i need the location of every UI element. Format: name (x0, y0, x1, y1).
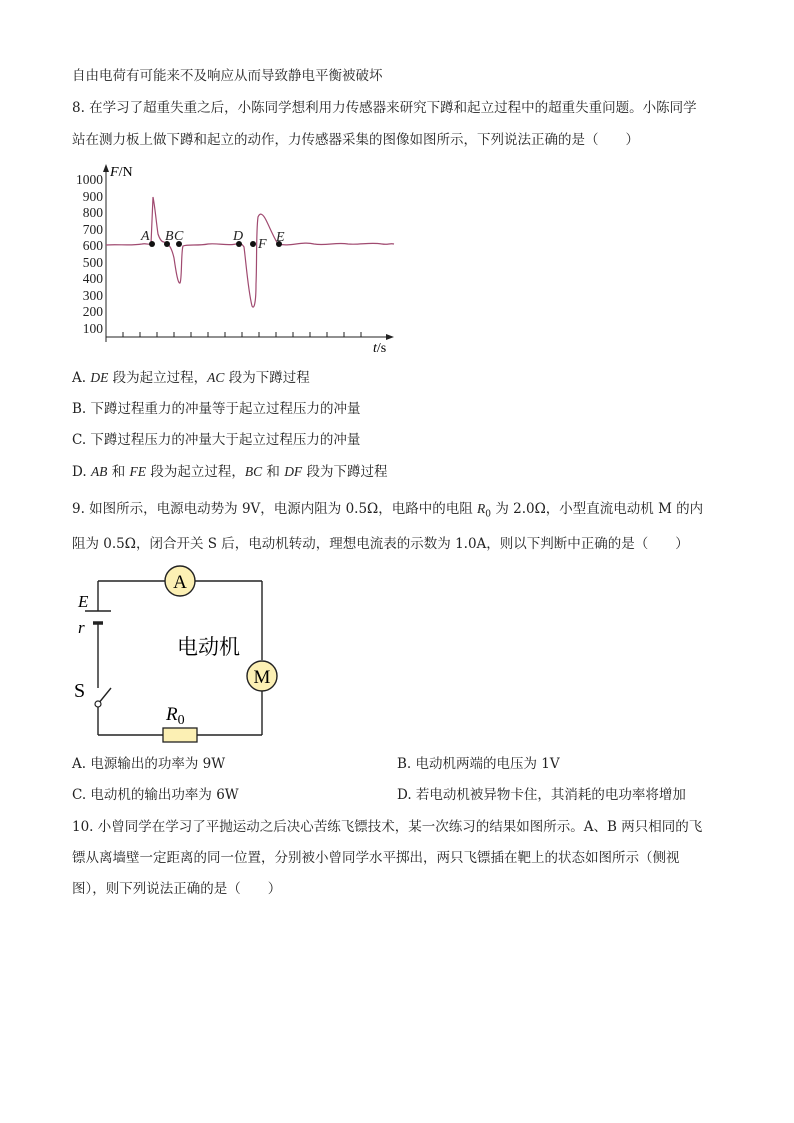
y-axis-label: F/N (110, 165, 133, 180)
switch (95, 688, 111, 707)
motor (247, 661, 277, 691)
point-A (149, 241, 155, 247)
resistor-label: $R_0$ (166, 704, 185, 728)
q9-stem-line2: 阻为 0.5Ω，闭合开关 S 后，电动机转动，理想电流表的示数为 1.0A，则以下判断中正确的是（ ） (72, 536, 689, 552)
y-tick-label: 1000 (76, 172, 103, 187)
y-tick-label: 300 (82, 288, 103, 303)
previous-answer-line: 自由电荷有可能来不及响应从而导致静电平衡被破坏 (72, 68, 383, 84)
q8-stem-line2: 站在测力板上做下蹲和起立的动作，力传感器采集的图像如图所示，下列说法正确的是（ ） (72, 132, 639, 148)
y-tick-label: 200 (82, 304, 103, 319)
svg-text:M: M (253, 667, 271, 688)
x-axis-label: t/s (373, 341, 387, 356)
q8-option-d: D. AB 和 FE 段为起立过程，BC 和 DF 段为下蹲过程 (72, 464, 388, 480)
force-time-graph (70, 162, 400, 358)
q8-option-a: A. DE 段为起立过程，AC 段为下蹲过程 (72, 370, 310, 386)
q9-option-a: A. 电源输出的功率为 9W (72, 756, 226, 772)
y-tick-label: 800 (82, 205, 103, 220)
q8-stem-line1: 8. 在学习了超重失重之后，小陈同学想利用力传感器来研究下蹲和起立过程中的超重失重问题。小陈同学 (72, 100, 697, 116)
q10-stem-line3: 图），则下列说法正确的是（ ） (72, 881, 282, 897)
force-curve (106, 197, 394, 307)
y-tick-label: 500 (82, 255, 103, 270)
ammeter (165, 566, 195, 596)
q10-stem-line1: 10. 小曾同学在学习了平抛运动之后决心苦练飞镖技术，某一次练习的结果如图所示。A、B 两只相同的飞 (72, 819, 703, 835)
point-label-F: F (258, 237, 267, 252)
y-tick-label: 900 (82, 189, 103, 204)
circuit-diagram (70, 562, 290, 752)
point-label-C: C (174, 229, 184, 244)
q10-stem-line2: 镖从离墙壁一定距离的同一位置，分别被小曾同学水平掷出，两只飞镖插在靶上的状态如图所示（侧视 (72, 850, 680, 866)
y-tick-label: 400 (82, 271, 103, 286)
motor-label: 电动机 (177, 635, 240, 659)
q8-option-c: C. 下蹲过程压力的冲量大于起立过程压力的冲量 (72, 432, 361, 448)
internal-resistance-label: r (78, 618, 85, 637)
q8-option-b: B. 下蹲过程重力的冲量等于起立过程压力的冲量 (72, 401, 361, 417)
resistor (163, 728, 197, 742)
y-tick-label: 600 (82, 238, 103, 253)
point-label-B: B (165, 229, 174, 244)
point-label-D: D (233, 229, 244, 244)
q9-option-b: B. 电动机两端的电压为 1V (397, 756, 560, 772)
point-label-A: A (141, 229, 150, 244)
y-tick-label: 700 (82, 222, 103, 237)
switch-label: S (74, 680, 86, 702)
q9-stem-line1: 9. 如图所示，电源电动势为 9V，电源内阻为 0.5Ω，电路中的电阻 $R_0$ 为 2.0Ω，小型直流电动机 M 的内 (72, 501, 704, 520)
q9-option-c: C. 电动机的输出功率为 6W (72, 787, 239, 803)
emf-label: E (78, 592, 89, 611)
svg-text:A: A (173, 572, 187, 593)
point-F (250, 241, 256, 247)
point-label-E: E (276, 230, 285, 245)
y-tick-label: 100 (82, 321, 103, 336)
q9-option-d: D. 若电动机被异物卡住，其消耗的电功率将增加 (397, 787, 686, 803)
